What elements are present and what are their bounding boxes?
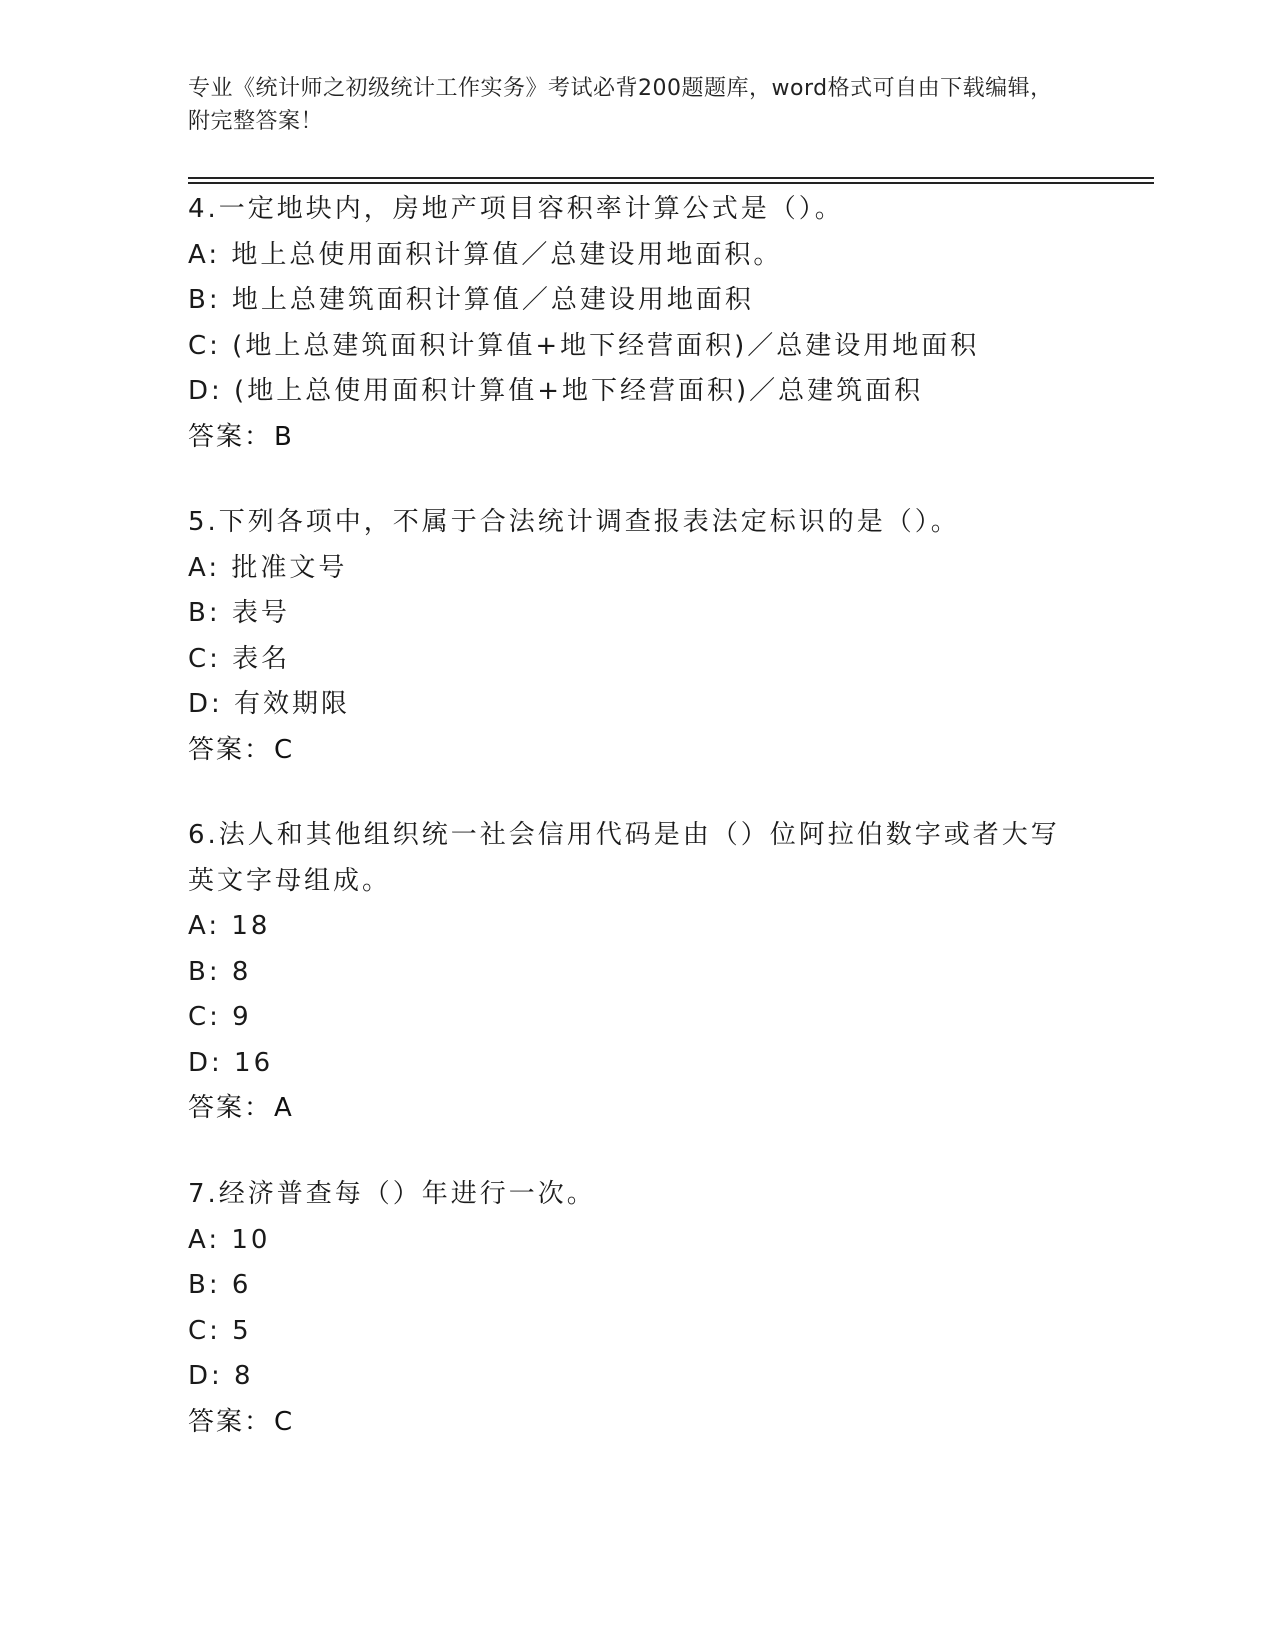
answer-label: 答案： (188, 734, 273, 765)
option-b: B: 8 (188, 956, 252, 987)
option-c: C: 5 (188, 1315, 252, 1346)
option-d: D: 8 (188, 1361, 254, 1391)
question-5 (188, 500, 1088, 773)
option-a: A: 18 (188, 911, 271, 941)
option-a: A: 批准文号 (188, 552, 348, 583)
option-b: B: 表号 (188, 598, 290, 628)
option-c: C: 9 (188, 1002, 252, 1032)
answer-value: C (274, 734, 294, 765)
question-stem: 4.一定地块内，房地产项目容积率计算公式是（）。 (188, 194, 844, 224)
header-divider-bottom (188, 182, 1154, 184)
option-b: B: 6 (188, 1270, 252, 1300)
answer-value: C (274, 1406, 294, 1437)
question-6 (188, 813, 1088, 1132)
answer (188, 728, 1088, 774)
question-4 (188, 187, 1088, 460)
question-stem: 6.法人和其他组织统一社会信用代码是由（）位阿拉伯数字或者大写英文字母组成。 (188, 820, 1060, 896)
answer (188, 1400, 1088, 1446)
option-a: A: 地上总使用面积计算值／总建设用地面积。 (188, 239, 783, 270)
document-header: 专业《统计师之初级统计工作实务》考试必背200题题库，word格式可自由下载编辑，附完整答案！ (188, 76, 1053, 134)
question-stem: 5.下列各项中，不属于合法统计调查报表法定标识的是（）。 (188, 507, 960, 537)
option-d: D: 16 (188, 1047, 274, 1078)
answer-label: 答案： (188, 1093, 273, 1123)
question-7 (188, 1172, 1088, 1445)
option-a: A: 10 (188, 1224, 271, 1255)
answer (188, 415, 1088, 461)
answer (188, 1086, 1088, 1132)
option-b: B: 地上总建筑面积计算值／总建设用地面积 (188, 285, 754, 315)
option-d: D: 有效期限 (188, 689, 351, 719)
header-divider-top (188, 177, 1154, 179)
answer-label: 答案： (188, 1406, 273, 1437)
question-stem: 7.经济普查每（）年进行一次。 (188, 1179, 596, 1209)
answer-value: B (274, 421, 293, 452)
answer-label: 答案： (188, 421, 273, 452)
option-c: C: 表名 (188, 643, 291, 674)
answer-value: A (274, 1093, 293, 1123)
option-c: C: (地上总建筑面积计算值+地下经营面积)／总建设用地面积 (188, 330, 980, 361)
option-d: D: (地上总使用面积计算值+地下经营面积)／总建筑面积 (188, 376, 924, 406)
